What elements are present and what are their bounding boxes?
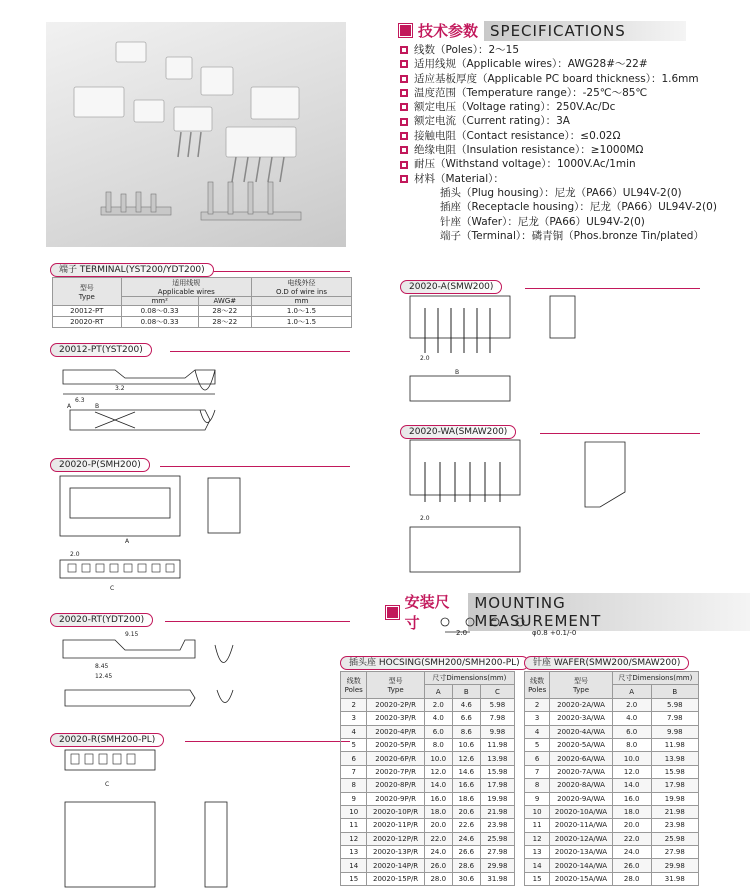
header-mm2: mm² <box>121 297 198 306</box>
cell-poles: 9 <box>525 792 550 805</box>
cell-b: 23.98 <box>651 819 698 832</box>
r-section <box>50 727 350 745</box>
cell-b: 14.6 <box>452 765 480 778</box>
cell-b: 28.6 <box>452 859 480 872</box>
cell-b: 15.98 <box>651 765 698 778</box>
header-c: C <box>480 685 514 698</box>
material-terminal: 端子（Terminal）：磷青铜（Phos.bronze Tin/plated） <box>440 229 704 242</box>
product-photo-illustration <box>46 22 346 247</box>
table-row <box>525 738 699 751</box>
cell-type: 20020-12A/WA <box>550 832 612 845</box>
svg-text:2.0: 2.0 <box>70 551 80 558</box>
specifications-header <box>399 20 686 41</box>
a-section <box>400 274 700 292</box>
cell-a: 28.0 <box>612 872 651 885</box>
cell-awg: 28～22 <box>198 306 251 317</box>
svg-text:6.3: 6.3 <box>75 397 85 404</box>
header-a: A <box>612 685 651 698</box>
wa-drawing <box>400 432 640 582</box>
header-od-cn: 电线外径 <box>287 279 316 287</box>
cell-type: 20020-6P/R <box>367 752 424 765</box>
svg-text:B: B <box>455 369 460 376</box>
header-wires-cn: 适用线规 <box>172 279 201 287</box>
svg-text:C: C <box>110 585 115 592</box>
cell-poles: 5 <box>525 738 550 751</box>
svg-text:2.0: 2.0 <box>420 355 430 362</box>
bullet-icon <box>400 118 408 126</box>
cell-a: 6.0 <box>612 725 651 738</box>
specifications-title-cn: 技术参数 <box>418 22 479 40</box>
cell-type: 20020-5A/WA <box>550 738 612 751</box>
spec-poles: 线数（Poles）：2～15 <box>414 44 520 56</box>
cell-type: 20020-4A/WA <box>550 725 612 738</box>
cell-c: 9.98 <box>480 725 514 738</box>
specifications-list <box>400 43 717 243</box>
rt-drawing <box>55 620 255 720</box>
cell-a: 10.0 <box>424 752 452 765</box>
cell-poles: 7 <box>341 765 367 778</box>
cell-a: 28.0 <box>424 872 452 885</box>
mounting-hole: φ0.8 +0.1/-0 <box>532 629 577 637</box>
cell-type: 20020-13P/R <box>367 846 424 859</box>
cell-poles: 14 <box>525 859 550 872</box>
cell-c: 5.98 <box>480 698 514 711</box>
cell-type: 20020-2A/WA <box>550 698 612 711</box>
spec-pcb-thickness: 适应基板厚度（Applicable PC board thickness）：1.6mm <box>414 72 699 85</box>
cell-poles: 3 <box>341 712 367 725</box>
spec-insulation-resistance: 绝缘电阻（Insulation resistance）：≥1000MΩ <box>414 144 644 157</box>
section-square-icon <box>386 606 399 619</box>
bullet-icon <box>400 146 408 154</box>
table-row <box>525 859 699 872</box>
cell-od: 1.0～1.5 <box>251 306 351 317</box>
cell-type: 20020-2P/R <box>367 698 424 711</box>
svg-text:A: A <box>67 403 72 410</box>
cell-type: 20020-14A/WA <box>550 859 612 872</box>
cell-type: 20020-9P/R <box>367 792 424 805</box>
cell-a: 6.0 <box>424 725 452 738</box>
header-type-en: Type <box>387 685 404 694</box>
cell-c: 11.98 <box>480 738 514 751</box>
wa-tag: 20020-WA(SMAW200) <box>400 425 516 439</box>
cell-type: 20020-8A/WA <box>550 779 612 792</box>
cell-b: 20.6 <box>452 805 480 818</box>
cell-type: 20020-6A/WA <box>550 752 612 765</box>
material-receptacle-housing: 插座（Receptacle housing）：尼龙（PA66）UL94V-2(0) <box>440 201 717 214</box>
table-row <box>341 859 515 872</box>
cell-b: 4.6 <box>452 698 480 711</box>
cell-type: 20020-10A/WA <box>550 805 612 818</box>
cell-type: 20020-11P/R <box>367 819 424 832</box>
header-dimensions: 尺寸Dimensions(mm) <box>424 672 514 685</box>
housing-section <box>340 650 529 669</box>
cell-poles: 10 <box>525 805 550 818</box>
material-wafer: 针座（Wafer）：尼龙（PA66）UL94V-2(0) <box>440 215 645 228</box>
svg-text:9.15: 9.15 <box>125 631 139 638</box>
p-drawing <box>50 468 250 598</box>
cell-b: 26.6 <box>452 846 480 859</box>
cell-a: 14.0 <box>424 779 452 792</box>
bullet-icon <box>400 46 408 54</box>
cell-b: 24.6 <box>452 832 480 845</box>
cell-od: 1.0～1.5 <box>251 317 351 328</box>
spec-withstand-voltage: 耐压（Withstand voltage）：1000V.Ac/1min <box>414 158 636 171</box>
cell-c: 31.98 <box>480 872 514 885</box>
cell-b: 17.98 <box>651 779 698 792</box>
cell-b: 10.6 <box>452 738 480 751</box>
cell-poles: 4 <box>341 725 367 738</box>
cell-b: 18.6 <box>452 792 480 805</box>
mounting-pitch: 2.0 <box>456 629 468 637</box>
cell-a: 16.0 <box>424 792 452 805</box>
bullet-icon <box>400 75 408 83</box>
cell-a: 26.0 <box>612 859 651 872</box>
bullet-icon <box>400 132 408 140</box>
cell-c: 25.98 <box>480 832 514 845</box>
pt-tag: 20012-PT(YST200) <box>50 343 152 357</box>
cell-c: 29.98 <box>480 859 514 872</box>
divider <box>210 271 350 272</box>
cell-a: 2.0 <box>612 698 651 711</box>
cell-type: 20020-5P/R <box>367 738 424 751</box>
cell-poles: 7 <box>525 765 550 778</box>
p-tag: 20020-P(SMH200) <box>50 458 150 472</box>
wafer-table <box>524 671 699 886</box>
bullet-icon <box>400 161 408 169</box>
svg-text:12.45: 12.45 <box>95 673 113 680</box>
cell-b: 30.6 <box>452 872 480 885</box>
header-type-cn: 型号 <box>79 283 94 292</box>
table-row <box>525 832 699 845</box>
header-type-en: Type <box>572 685 590 694</box>
table-row <box>341 738 515 751</box>
cell-a: 8.0 <box>612 738 651 751</box>
mounting-title-cn: 安装尺寸 <box>404 593 450 632</box>
cell-b: 16.6 <box>452 779 480 792</box>
cell-a: 2.0 <box>424 698 452 711</box>
bullet-icon <box>400 103 408 111</box>
table-row <box>525 779 699 792</box>
cell-a: 8.0 <box>424 738 452 751</box>
cell-poles: 12 <box>341 832 367 845</box>
spec-current: 额定电流（Current rating）：3A <box>414 115 570 128</box>
cell-type: 20020-3A/WA <box>550 712 612 725</box>
cell-c: 15.98 <box>480 765 514 778</box>
terminal-section <box>50 257 350 275</box>
cell-poles: 5 <box>341 738 367 751</box>
table-row <box>525 725 699 738</box>
wafer-tag: 针座 WAFER(SMW200/SMAW200) <box>524 656 689 670</box>
table-row <box>341 765 515 778</box>
table-row <box>341 819 515 832</box>
table-row <box>341 698 515 711</box>
section-square-icon <box>399 24 412 37</box>
table-row <box>341 752 515 765</box>
cell-type: 20020-9A/WA <box>550 792 612 805</box>
divider <box>160 466 350 467</box>
cell-poles: 13 <box>525 846 550 859</box>
cell-mm2: 0.08～0.33 <box>121 317 198 328</box>
cell-b: 21.98 <box>651 805 698 818</box>
cell-poles: 3 <box>525 712 550 725</box>
spec-voltage: 额定电压（Voltage rating）：250V.Ac/Dc <box>414 101 616 114</box>
cell-c: 7.98 <box>480 712 514 725</box>
cell-poles: 4 <box>525 725 550 738</box>
cell-a: 18.0 <box>424 805 452 818</box>
cell-type: 20020-7P/R <box>367 765 424 778</box>
table-row <box>525 765 699 778</box>
cell-poles: 11 <box>525 819 550 832</box>
pt-drawing <box>55 350 255 450</box>
table-row <box>341 872 515 885</box>
table-row <box>53 317 352 328</box>
header-od-en: O.D of wire ins <box>275 288 327 296</box>
cell-poles: 12 <box>525 832 550 845</box>
cell-a: 22.0 <box>612 832 651 845</box>
header-awg: AWG# <box>198 297 251 306</box>
cell-awg: 28～22 <box>198 317 251 328</box>
svg-text:8.45: 8.45 <box>95 663 109 670</box>
spec-temperature: 温度范围（Temperature range）：-25℃～85℃ <box>414 86 648 99</box>
cell-a: 20.0 <box>424 819 452 832</box>
cell-poles: 2 <box>525 698 550 711</box>
mounting-title-en: MOUNTING MEASUREMENT <box>468 593 750 631</box>
table-row <box>341 792 515 805</box>
header-poles-en: Poles <box>528 685 547 694</box>
cell-type: 20020-4P/R <box>367 725 424 738</box>
header-b: B <box>651 685 698 698</box>
wafer-section <box>524 650 689 669</box>
header-mm: mm <box>251 297 351 306</box>
cell-b: 8.6 <box>452 725 480 738</box>
cell-type: 20020-15A/WA <box>550 872 612 885</box>
cell-a: 14.0 <box>612 779 651 792</box>
table-row <box>525 872 699 885</box>
cell-c: 13.98 <box>480 752 514 765</box>
product-photo <box>46 22 346 247</box>
header-poles-en: Poles <box>344 685 363 694</box>
svg-text:2.0: 2.0 <box>420 515 430 522</box>
cell-type: 20020-15P/R <box>367 872 424 885</box>
cell-type: 20020-3P/R <box>367 712 424 725</box>
table-row <box>341 805 515 818</box>
cell-a: 26.0 <box>424 859 452 872</box>
cell-b: 6.6 <box>452 712 480 725</box>
cell-type: 20020-7A/WA <box>550 765 612 778</box>
header-dimensions: 尺寸Dimensions(mm) <box>612 672 698 685</box>
cell-b: 9.98 <box>651 725 698 738</box>
p-section <box>50 452 350 470</box>
table-row <box>341 712 515 725</box>
housing-tag: 插头座 HOCSING(SMH200/SMH200-PL) <box>340 656 529 670</box>
cell-b: 11.98 <box>651 738 698 751</box>
cell-poles: 2 <box>341 698 367 711</box>
cell-poles: 11 <box>341 819 367 832</box>
cell-a: 16.0 <box>612 792 651 805</box>
table-row <box>525 819 699 832</box>
terminal-table <box>52 277 352 328</box>
cell-poles: 14 <box>341 859 367 872</box>
table-row <box>53 306 352 317</box>
a-drawing <box>400 288 600 418</box>
cell-c: 23.98 <box>480 819 514 832</box>
bullet-icon <box>400 60 408 68</box>
cell-mm2: 0.08～0.33 <box>121 306 198 317</box>
cell-poles: 6 <box>525 752 550 765</box>
cell-poles: 8 <box>525 779 550 792</box>
cell-a: 4.0 <box>424 712 452 725</box>
table-row <box>525 752 699 765</box>
cell-b: 31.98 <box>651 872 698 885</box>
cell-b: 25.98 <box>651 832 698 845</box>
material-plug-housing: 插头（Plug housing）：尼龙（PA66）UL94V-2(0) <box>440 186 682 199</box>
cell-a: 10.0 <box>612 752 651 765</box>
cell-poles: 8 <box>341 779 367 792</box>
cell-poles: 15 <box>341 872 367 885</box>
cell-a: 12.0 <box>424 765 452 778</box>
spec-material: 材料（Material）： <box>414 172 504 185</box>
table-row <box>341 779 515 792</box>
cell-poles: 13 <box>341 846 367 859</box>
cell-a: 24.0 <box>612 846 651 859</box>
cell-a: 12.0 <box>612 765 651 778</box>
cell-type: 20020-10P/R <box>367 805 424 818</box>
table-row <box>525 698 699 711</box>
cell-b: 12.6 <box>452 752 480 765</box>
cell-poles: 9 <box>341 792 367 805</box>
cell-c: 17.98 <box>480 779 514 792</box>
cell-type: 20020-RT <box>53 317 122 328</box>
cell-b: 29.98 <box>651 859 698 872</box>
svg-text:B: B <box>95 403 100 410</box>
cell-type: 20020-11A/WA <box>550 819 612 832</box>
cell-c: 19.98 <box>480 792 514 805</box>
table-row <box>525 792 699 805</box>
cell-a: 24.0 <box>424 846 452 859</box>
header-poles-cn: 线数 <box>530 676 545 685</box>
header-type-en: Type <box>78 292 95 301</box>
cell-a: 4.0 <box>612 712 651 725</box>
table-row <box>525 712 699 725</box>
cell-a: 18.0 <box>612 805 651 818</box>
cell-poles: 6 <box>341 752 367 765</box>
cell-type: 20020-8P/R <box>367 779 424 792</box>
header-type-cn: 型号 <box>574 676 588 685</box>
cell-b: 22.6 <box>452 819 480 832</box>
cell-b: 27.98 <box>651 846 698 859</box>
r-tag: 20020-R(SMH200-PL) <box>50 733 164 747</box>
table-row <box>341 846 515 859</box>
cell-poles: 10 <box>341 805 367 818</box>
svg-text:A: A <box>125 538 130 545</box>
spec-contact-resistance: 接触电阻（Contact resistance）：≤0.02Ω <box>414 129 621 142</box>
svg-text:3.2: 3.2 <box>115 385 125 392</box>
cell-a: 22.0 <box>424 832 452 845</box>
cell-b: 5.98 <box>651 698 698 711</box>
table-row <box>341 725 515 738</box>
header-poles-cn: 线数 <box>346 676 361 685</box>
housing-table <box>340 671 515 886</box>
cell-type: 20012-PT <box>53 306 122 317</box>
specifications-title-en: SPECIFICATIONS <box>484 21 686 41</box>
cell-c: 27.98 <box>480 846 514 859</box>
cell-type: 20020-14P/R <box>367 859 424 872</box>
svg-text:C: C <box>105 781 110 788</box>
rt-tag: 20020-RT(YDT200) <box>50 613 153 627</box>
cell-c: 21.98 <box>480 805 514 818</box>
cell-b: 13.98 <box>651 752 698 765</box>
table-row <box>525 846 699 859</box>
bullet-icon <box>400 175 408 183</box>
r-drawing <box>55 742 255 892</box>
terminal-tag: 端子 TERMINAL(YST200/YDT200) <box>50 263 214 277</box>
table-row <box>525 805 699 818</box>
cell-type: 20020-12P/R <box>367 832 424 845</box>
a-tag: 20020-A(SMW200) <box>400 280 502 294</box>
cell-a: 20.0 <box>612 819 651 832</box>
bullet-icon <box>400 89 408 97</box>
header-wires-en: Applicable wires <box>157 288 215 296</box>
header-b: B <box>452 685 480 698</box>
mounting-drawing <box>435 612 565 642</box>
table-row <box>341 832 515 845</box>
cell-poles: 15 <box>525 872 550 885</box>
header-a: A <box>424 685 452 698</box>
header-type-cn: 型号 <box>388 676 403 685</box>
cell-type: 20020-13A/WA <box>550 846 612 859</box>
spec-wires: 适用线规（Applicable wires）：AWG28#～22# <box>414 58 648 71</box>
cell-b: 7.98 <box>651 712 698 725</box>
cell-b: 19.98 <box>651 792 698 805</box>
